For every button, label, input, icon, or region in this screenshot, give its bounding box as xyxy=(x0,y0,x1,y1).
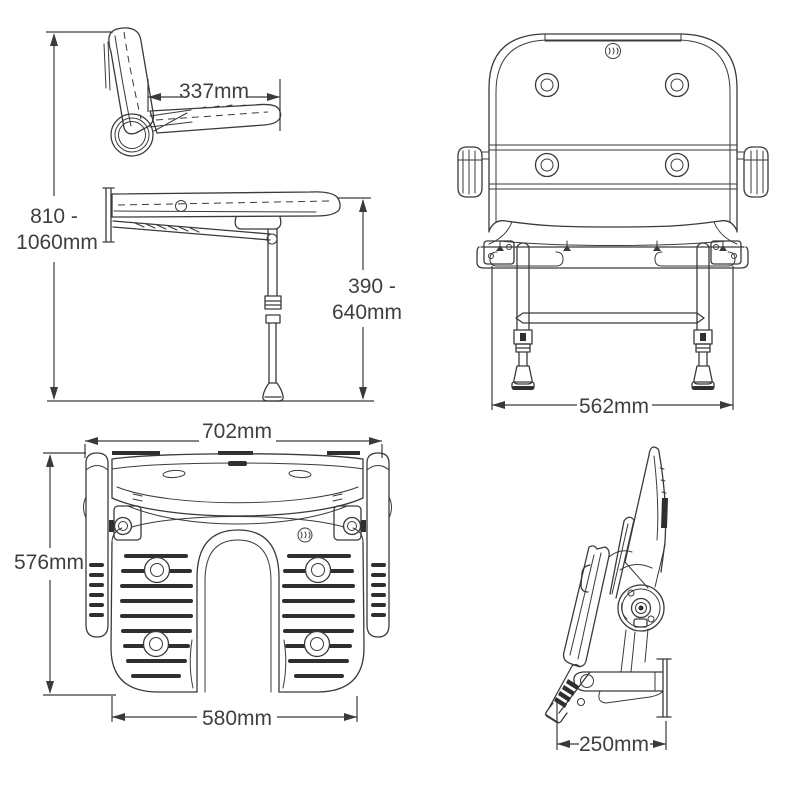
horseshoe-cutout-outer xyxy=(197,530,279,692)
dim-label: 337mm xyxy=(178,80,250,103)
side-view-folded xyxy=(545,447,671,756)
seat-hinge-bolt xyxy=(176,201,187,212)
plan-backrest-band xyxy=(112,454,363,524)
arm-pivot-outer xyxy=(111,114,153,156)
plan-armrest-left xyxy=(84,453,109,637)
back-screws xyxy=(536,74,689,177)
dim-label: 640mm xyxy=(331,301,403,324)
wall-plate-right xyxy=(711,241,741,264)
foot-left xyxy=(512,330,534,390)
leg-foot xyxy=(263,383,283,401)
dim-label: 580mm xyxy=(201,707,273,730)
folded-wall-bracket xyxy=(657,659,671,717)
side-view-open xyxy=(16,28,402,401)
arrow-down xyxy=(359,387,367,400)
seat-leg-tab xyxy=(235,217,281,229)
backrest-seam xyxy=(115,36,131,126)
extension-lines xyxy=(43,453,116,695)
backrest-bracket xyxy=(104,42,110,90)
seat-cushion-ends xyxy=(489,222,737,244)
dim-label: 702mm xyxy=(201,420,273,443)
front-view xyxy=(458,34,768,418)
armrest-pod-right xyxy=(737,147,768,197)
top-view xyxy=(14,420,392,730)
folded-arm-lip xyxy=(599,672,663,703)
dim-label: 562mm xyxy=(578,395,650,418)
brand-logo-marks xyxy=(301,532,310,538)
foot-right xyxy=(692,330,714,390)
seat-seam xyxy=(114,211,316,212)
dim-overall-height xyxy=(16,32,113,400)
folding-pivot xyxy=(618,585,664,631)
leg-lower xyxy=(269,323,276,383)
folded-backrest-strip xyxy=(661,498,668,528)
arrow-right xyxy=(720,401,733,409)
arm-pivot-hub xyxy=(119,122,146,149)
pivot-struts xyxy=(621,629,648,672)
dim-label: 810 - xyxy=(30,205,78,228)
seat-cushion-seam xyxy=(500,241,726,246)
underside-bolts xyxy=(496,241,727,251)
arrow-up xyxy=(46,454,54,467)
leg-collar-lower xyxy=(266,315,280,323)
dim-label: 390 - xyxy=(348,275,396,298)
wall-plate-strip xyxy=(327,451,360,455)
backrest-frame-inner xyxy=(496,40,730,222)
seat-cushion-top xyxy=(489,221,737,231)
dim-seat-height xyxy=(332,198,402,400)
dim-label: 1060mm xyxy=(16,231,98,254)
arrow-right xyxy=(369,437,382,445)
armrest-pod-left xyxy=(458,147,489,197)
dim-label: 250mm xyxy=(578,733,650,756)
plan-armrest-right xyxy=(367,453,392,637)
seat-frame-capsules xyxy=(490,252,735,266)
leg-crossbar xyxy=(516,313,704,323)
front-leg-left xyxy=(517,243,529,330)
arrow-down xyxy=(50,387,58,400)
leg-upper xyxy=(268,229,277,296)
dim-folded-depth xyxy=(557,702,666,756)
backrest-seams xyxy=(489,145,737,189)
plan-seat xyxy=(111,517,364,693)
arm-pivot-ring xyxy=(115,118,149,152)
arrow-left xyxy=(85,437,98,445)
wall-plate-strip xyxy=(112,451,160,455)
arrow-left xyxy=(492,401,505,409)
seat-centerline xyxy=(118,201,330,205)
arrow-left xyxy=(557,740,570,748)
wall-plate-left xyxy=(484,241,514,264)
arrow-up xyxy=(359,199,367,212)
folded-seat xyxy=(564,546,610,667)
folded-backrest-seam xyxy=(654,456,658,540)
backrest-frame-outer xyxy=(489,34,737,232)
arm-small-pin xyxy=(578,699,585,706)
arrow-right xyxy=(267,93,280,101)
armrest-centerline xyxy=(156,112,268,120)
pivot-bracket xyxy=(609,545,665,588)
arrow-right xyxy=(653,740,666,748)
horseshoe-cutout-inner xyxy=(205,540,271,692)
arrow-down xyxy=(46,681,54,694)
armrest-gusset xyxy=(150,110,192,131)
arrow-up xyxy=(50,33,58,46)
dim-seat-width xyxy=(112,696,357,730)
dim-label: 576mm xyxy=(13,551,85,574)
arrow-left xyxy=(112,713,125,721)
arrow-right xyxy=(344,713,357,721)
brand-logo-marks xyxy=(609,48,618,54)
leg-collar-upper xyxy=(265,296,281,309)
